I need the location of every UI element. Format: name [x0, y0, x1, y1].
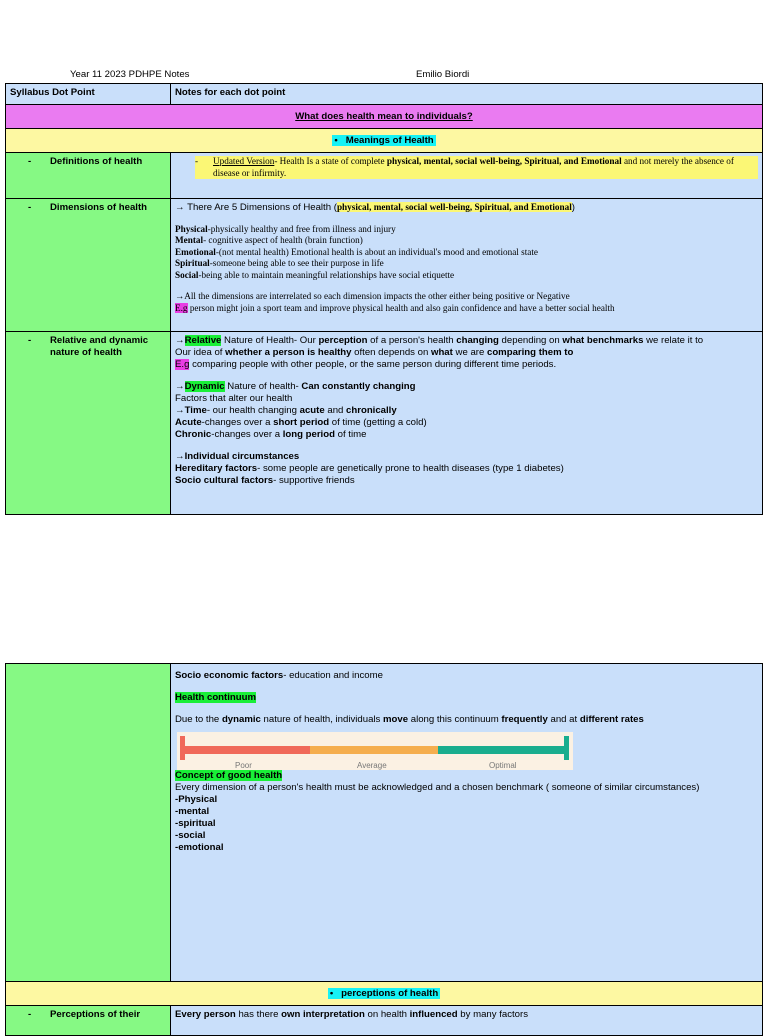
socio-cultural-text: Socio cultural factors- supportive friends	[175, 474, 355, 486]
dimensions-notes	[171, 199, 763, 332]
notes-table-1	[5, 83, 763, 515]
dimensions-label: Dimensions of health	[50, 202, 148, 213]
good-health-item-emotional: -emotional	[175, 841, 224, 853]
dimension-physical: Physical-physically healthy and free from illness and injury	[175, 223, 396, 234]
interrelated-text: →All the dimensions are interrelated so each dimension impacts the other either being positive or Negative	[175, 291, 570, 302]
time-factor-text: →Time- our health changing acute and chronically	[175, 404, 397, 416]
perceptions-label: Perceptions of their	[50, 1009, 141, 1020]
column-header-notes: Notes for each dot point	[171, 84, 763, 105]
definitions-text-1: - Health Is a state of complete	[274, 156, 387, 166]
updated-version-text: Updated Version	[213, 156, 275, 166]
subsection-title: • Meanings of Health	[334, 134, 434, 146]
continuum-segment-average	[310, 746, 438, 754]
dimension-social: Social-being able to maintain meaningful relationships have social etiquette	[175, 269, 455, 280]
definitions-label: Definitions of health	[50, 156, 143, 167]
dimension-mental: Mental- cognitive aspect of health (brain function)	[175, 235, 363, 246]
row-label-dimensions: - Dimensions of health	[6, 199, 171, 332]
idea-of-health-text: Our idea of whether a person is healthy often depends on what we are comparing them to	[175, 346, 574, 358]
chronic-text: Chronic-changes over a long period of time	[175, 428, 367, 440]
relative-example: E.g comparing people with other people, or the same person during different time periods.	[175, 358, 557, 370]
dimensions-intro-end: )	[571, 202, 575, 213]
perceptions-header	[6, 982, 763, 1006]
definitions-dash: -	[195, 156, 213, 179]
good-health-text: Every dimension of a person's health must be acknowledged and a chosen benchmark ( someone of similar circumstances)	[175, 781, 700, 793]
continuum-segment-optimal	[438, 746, 566, 754]
perceptions-text: Every person has there own interpretation on health influenced by many factors	[175, 1009, 529, 1020]
individual-circumstances: →Individual circumstances	[175, 450, 300, 462]
continuation-notes	[171, 664, 763, 982]
definitions-text-2: and not merely the absence of disease or infirmity.	[213, 156, 734, 178]
relative-nature-text: →Relative Nature of Health- Our perception of a person's health changing depending on what benchmarks we relate it to	[175, 335, 704, 346]
dynamic-nature-text: →Dynamic Nature of health- Can constantly changing	[175, 380, 416, 392]
continuum-label-average: Average	[357, 760, 387, 770]
continuum-description: Due to the dynamic nature of health, individuals move along this continuum frequently and at different rates	[175, 713, 644, 725]
good-health-item-spiritual: -spiritual	[175, 817, 216, 829]
factors-text: Factors that alter our health	[175, 392, 293, 404]
document-header-title: Year 11 2023 PDHPE Notes	[70, 69, 190, 80]
continuum-label-optimal: Optimal	[489, 760, 517, 770]
dimensions-intro-bold: physical, mental, social well-being, Spiritual, and Emotional	[336, 202, 572, 212]
row-label-relative-dynamic: - Relative and dynamic nature of health	[6, 332, 171, 515]
dimension-emotional: Emotional-(not mental health) Emotional health is about an individual's mood and emotional state	[175, 246, 538, 257]
continuum-right-end	[564, 736, 569, 760]
section-title: What does health mean to individuals?	[6, 105, 763, 129]
definitions-notes	[171, 153, 763, 199]
dimensions-example: E.g person might join a sport team and improve physical health and also gain confidence and have a better social health	[175, 302, 615, 313]
definitions-bold: physical, mental, social well-being, Spiritual, and Emotional	[386, 156, 622, 166]
relative-dynamic-label: Relative and dynamic nature of health	[50, 335, 149, 358]
continuum-label-poor: Poor	[235, 760, 252, 770]
good-health-item-mental: -mental	[175, 805, 210, 817]
column-header-syllabus: Syllabus Dot Point	[6, 84, 171, 105]
good-health-title: Concept of good health	[175, 769, 283, 781]
perceptions-title: • perceptions of health	[329, 987, 439, 999]
subsection-header	[6, 129, 763, 153]
dimensions-intro: → There Are 5 Dimensions of Health (	[175, 202, 337, 213]
notes-table-2	[5, 663, 763, 1036]
health-continuum-title: Health continuum	[175, 691, 257, 703]
dimension-spiritual: Spiritual-someone being able to see their purpose in life	[175, 258, 384, 269]
acute-text: Acute-changes over a short period of time (getting a cold)	[175, 416, 427, 428]
health-continuum-bar	[177, 732, 573, 770]
relative-dynamic-notes	[171, 332, 763, 515]
good-health-item-social: -social	[175, 829, 206, 841]
document-header-author: Emilio Biordi	[416, 69, 470, 80]
row-label-perceptions: - Perceptions of their	[6, 1006, 171, 1036]
good-health-item-physical: -Physical	[175, 793, 218, 805]
perceptions-notes	[171, 1006, 763, 1036]
row-label-definitions: - Definitions of health	[6, 153, 171, 199]
socio-economic-text: Socio economic factors- education and income	[175, 670, 383, 681]
hereditary-text: Hereditary factors- some people are genetically prone to health diseases (type 1 diabetes)	[175, 462, 564, 474]
continuum-segment-poor	[183, 746, 310, 754]
continuation-label-cell	[6, 664, 171, 982]
